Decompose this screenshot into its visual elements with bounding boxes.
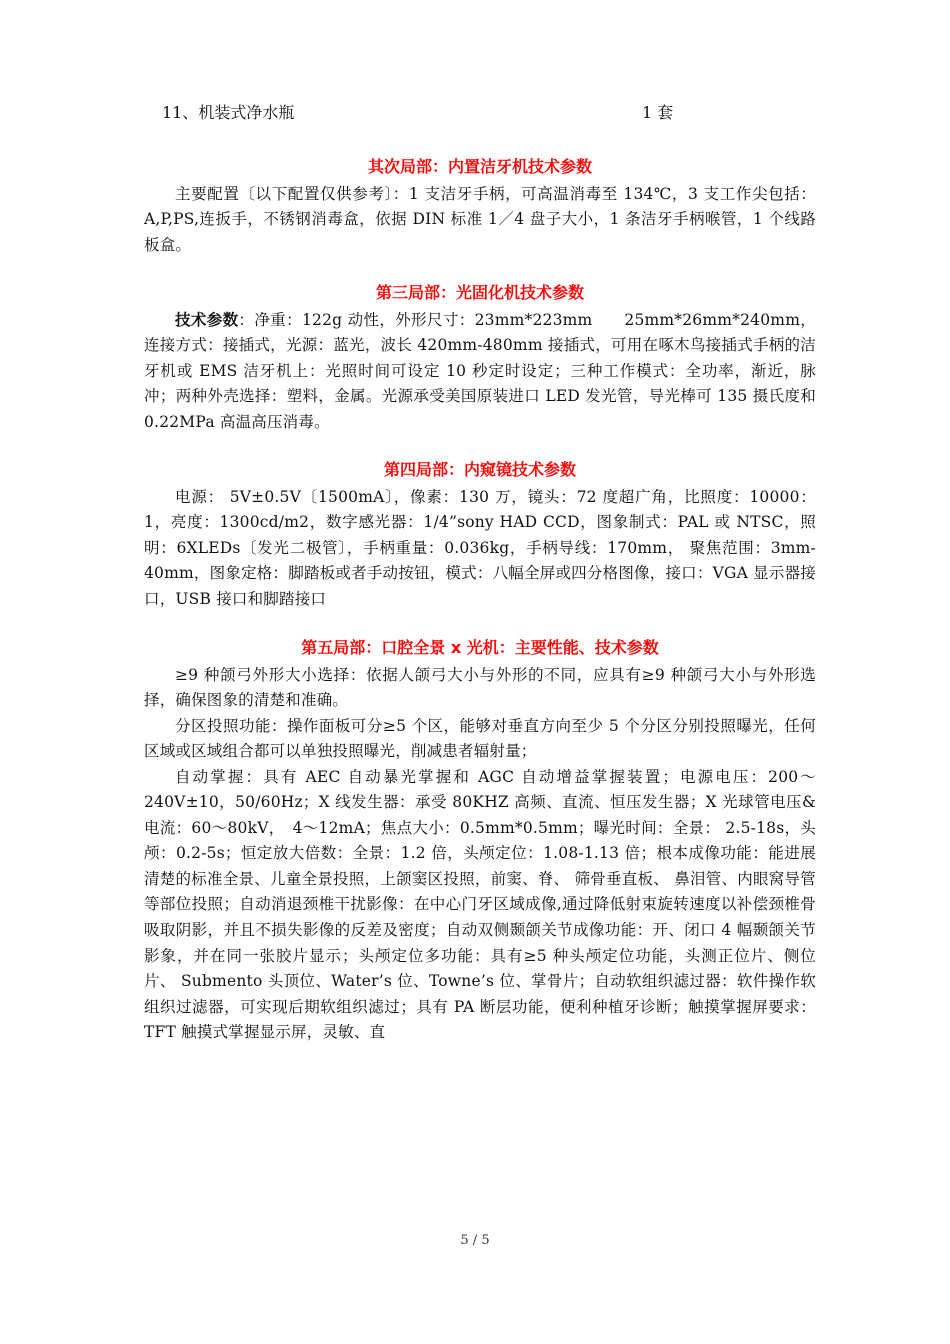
section-5-paragraph-1: ≥9 种颌弓外形大小选择：依据人颌弓大小与外形的不同，应具有≥9 种颌弓大小与外形选择，确保图象的清楚和准确。: [144, 665, 816, 710]
section-4-paragraph: 电源： 5V±0.5V〔1500mA〕，像素：130 万，镜头：72 度超广角，比照度：10000：1，亮度：1300cd/m2，数字感光器：1/4”sony HAD CCD，图象制式：PAL 或 NTSC，照明：6XLEDs〔发光二极管〕，手柄重量：0.036kg，手柄导线：170mm， 聚焦范围：3mm-40mm，图象定格：脚踏板或者手动按钮，模式：八幅全屏或四分格图像，接口：VGA 显示器接口，USB 接口和脚踏接口: [144, 487, 816, 608]
section-3-heading: 第三局部：光固化机技术参数: [375, 283, 584, 302]
section-4-heading: 第四局部：内窥镜技术参数: [383, 460, 576, 479]
section-3-paragraph: [144, 308, 816, 436]
item-label: 11、机装式净水瓶: [162, 103, 295, 122]
section-5-paragraph-3: 自动掌握：具有 AEC 自动暴光掌握和 AGC 自动增益掌握装置；电源电压：200～ 240V±10，50/60Hz；X 线发生器：承受 80KHZ 高频、直流、恒压发生器；X 光球管电压&电流：60～80kV， 4～12mA；焦点大小：0.5mm*0.5mm；曝光时间：全景： 2.5-18s，头颅：0.2-5s；恒定放大倍数：全景：1.2 倍，头颅定位：1.08-1.13 倍；根本成像功能：能进展清楚的标准全景、儿童全景投照，上颌窦区投照，前窦、脊、 筛骨垂直板、 鼻泪管、内眼窝导管等部位投照；自动消退颈椎干扰影像：在中心门牙区域成像,通过降低射束旋转速度以补偿颈椎骨吸取阴影，并且不损失影像的反差及密度；自动双侧颞颌关节成像功能：开、闭口 4 幅颞颌关节影象，并在同一张胶片显示；头颅定位多功能：具有≥5 种头颅定位功能，头测正位片、侧位片、 Submento 头顶位、Water’s 位、Towne’s 位、掌骨片；自动软组织滤过器：软件操作软组织过滤器，可实现后期软组织滤过；具有 PA 断层功能，便利种植牙诊断；触摸掌握屏要求：TFT 触摸式掌握显示屏，灵敏、直: [144, 767, 816, 1042]
section-3-label: 技术参数: [175, 310, 239, 329]
section-5-heading: 第五局部：口腔全景 x 光机：主要性能、技术参数: [301, 638, 659, 657]
section-5-paragraph-2: 分区投照功能：操作面板可分≥5 个区，能够对垂直方向至少 5 个分区分别投照曝光，任何区域或区域组合都可以单独投照曝光，削减患者辐射量；: [144, 716, 816, 761]
page-number: 5 / 5: [460, 1233, 490, 1248]
item-line: [162, 100, 682, 126]
section-2-paragraph: 主要配置〔以下配置仅供参考〕：1 支洁牙手柄，可高温消毒至 134℃，3 支工作尖包括：A,P,PS,连扳手，不锈钢消毒盒，依据 DIN 标准 1／4 盘子大小，1 条洁牙手柄喉管，1 个线路板盒。: [144, 184, 816, 254]
section-2-heading: 其次局部：内置洁牙机技术参数: [367, 157, 592, 176]
section-3-text: ：净重：122g 动性，外形尺寸：23mm*223mm 25mm*26mm*240mm，连接方式：接插式，光源：蓝光，波长 420mm-480mm 接插式，可用在啄木鸟接插式手柄的洁牙机或 EMS 洁牙机上：光照时间可设定 10 秒定时设定；三种工作模式：全功率，渐近，脉冲；两种外壳选择：塑料，金属。光源承受美国原装进口 LED 发光管，导光棒可 135 摄氏度和 0.22MPa 高温高压消毒。: [144, 310, 816, 431]
item-quantity: 1 套: [642, 103, 674, 122]
